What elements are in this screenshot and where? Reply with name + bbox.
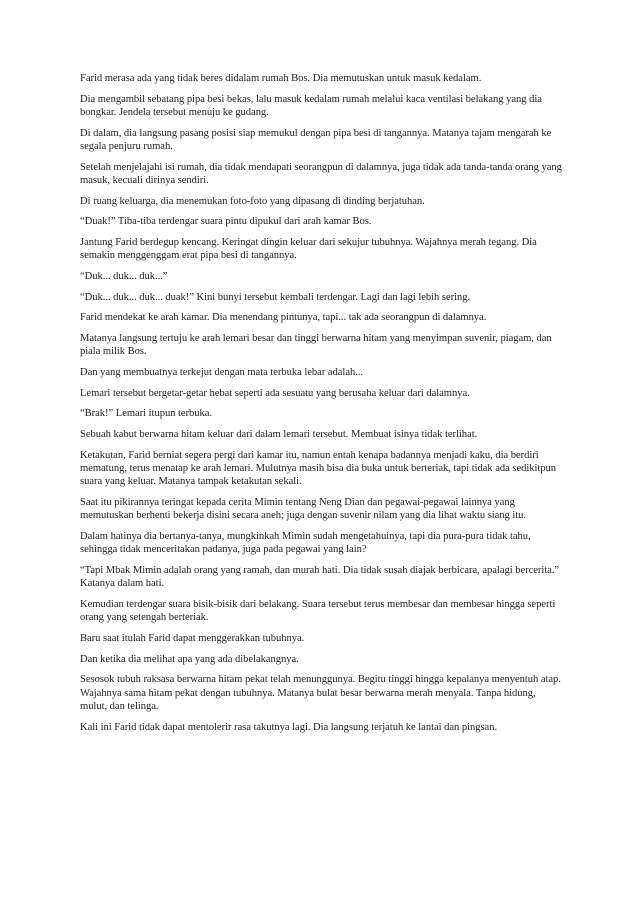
paragraph-5: Di ruang keluarga, dia menemukan foto-foto yang dipasang di dinding berjatuhan.: [80, 195, 425, 207]
paragraph-4: Setelah menjelajahi isi rumah, dia tidak mendapati seorangpun di dalamnya, juga tidak ada tanda-tanda orang yang masuk, kecuali dirinya sendiri.: [80, 161, 562, 186]
paragraph-9: “Duk... duk... duk... duak!” Kini bunyi tersebut kembali terdengar. Lagi dan lagi lebih sering.: [80, 291, 471, 303]
paragraph-20: Kemudian terdengar suara bisik-bisik dari belakang. Suara tersebut terus membesar dan membesar hingga seperti orang yang setengah berteriak.: [80, 599, 556, 624]
paragraph-16: Ketakutan, Farid berniat segera pergi dari kamar itu, namun entah kenapa badannya menjadi kaku, dia berdiri mematung, terus menatap ke arah lemari. Mulutnya masih bisa dia buka untuk berteriak, tapi tidak ada sedikitpun suara yang keluar. Matanya tampak ketakutan sekali.: [80, 449, 557, 488]
paragraph-18: Dalam hatinya dia bertanya-tanya, mungkinkah Mimin sudah mengetahuinya, tapi dia pura-pura tidak tahu, sehingga tidak menceritakan padanya, juga pada pegawai yang lain?: [80, 531, 531, 556]
paragraph-22: Dan ketika dia melihat apa yang ada dibelakangnya.: [80, 653, 299, 665]
paragraph-23: Sesosok tubuh raksasa berwarna hitam pekat telah menunggunya. Begitu tinggi hingga kepalanya menyentuh atap. Wajahnya sama hitam pekat dengan tubuhnya. Matanya bulat besar berwarna merah menyala. Tanpa hidung, mulut, dan telinga.: [80, 674, 561, 712]
paragraph-1: Farid merasa ada yang tidak beres didalam rumah Bos. Dia memutuskan untuk masuk kedalam.: [80, 73, 482, 84]
paragraph-17: Saat itu pikirannya teringat kepada cerita Mimin tentang Neng Dian dan pegawai-pegawai lainnya yang memutuskan berhenti bekerja disini secara aneh; juga dengan suvenir nilam yang dia lihat waktu siang itu.: [80, 497, 527, 522]
document-body: [80, 72, 564, 741]
paragraph-11: Matanya langsung tertuju ke arah lemari besar dan tinggi berwarna hitam yang menyimpan suvenir, piagam, dan piala milik Bos.: [80, 333, 552, 358]
paragraph-8: “Duk... duk... duk...”: [80, 271, 168, 282]
paragraph-10: Farid mendekat ke arah kamar. Dia menendang pintunya, tapi... tak ada seorangpun di dalamnya.: [80, 312, 487, 324]
paragraph-13: Lemari tersebut bergetar-getar hebat seperti ada sesuatu yang berusaha keluar dari dalamnya.: [80, 387, 470, 399]
paragraph-24: Kali ini Farid tidak dapat mentolerir rasa takutnya lagi. Dia langsung terjatuh ke lantai dan pingsan.: [80, 721, 498, 733]
paragraph-2: Dia mengambil sebatang pipa besi bekas, lalu masuk kedalam rumah melalui kaca ventilasi belakang yang dia bongkar. Jendela tersebut menuju ke gudang.: [80, 93, 542, 118]
paragraph-6: “Duak!” Tiba-tiba terdengar suara pintu dipukul dari arah kamar Bos.: [80, 216, 372, 228]
paragraph-15: Sebuah kabut berwarna hitam keluar dari dalam lemari tersebut. Membuat isinya tidak terlihat.: [80, 429, 478, 441]
paragraph-14: “Brak!” Lemari itupun terbuka.: [80, 408, 213, 420]
paragraph-19: “Tapi Mbak Mimin adalah orang yang ramah, dan murah hati. Dia tidak susah diajak berbicara, apalagi bercerita.” Katanya dalam hati.: [80, 565, 560, 590]
paragraph-21: Baru saat itulah Farid dapat menggerakkan tubuhnya.: [80, 633, 305, 645]
paragraph-3: Di dalam, dia langsung pasang posisi siap memukul dengan pipa besi di tangannya. Matanya tajam mengarah ke segala penjuru rumah.: [80, 127, 552, 152]
paragraph-7: Jantung Farid berdegup kencang. Keringat dingin keluar dari sekujur tubuhnya. Wajahnya merah tegang. Dia semakin menggenggam erat pipa besi di tangannya.: [80, 237, 537, 262]
paragraph-12: Dan yang membuatnya terkejut dengan mata terbuka lebar adalah...: [80, 367, 364, 379]
